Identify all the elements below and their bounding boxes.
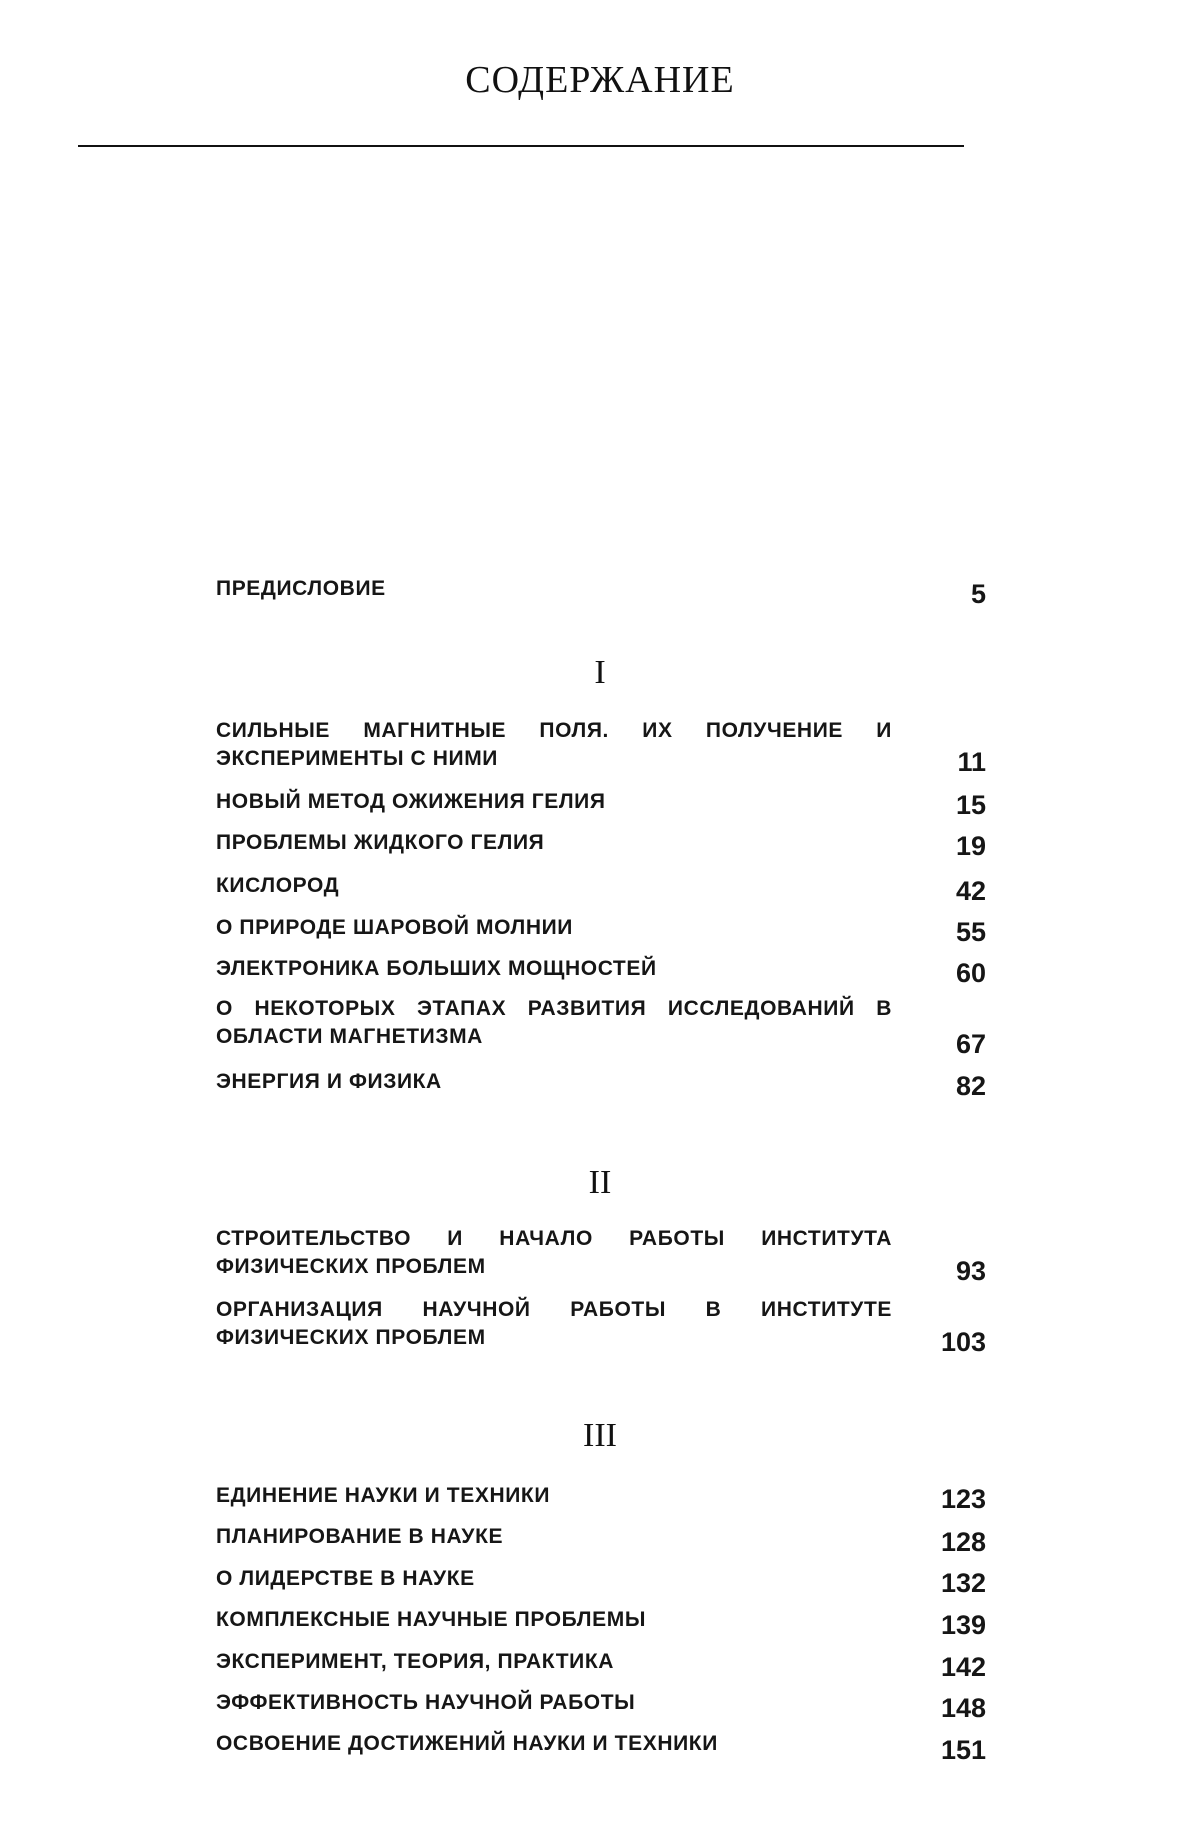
toc-entry-page: 42	[955, 876, 986, 906]
page-title: СОДЕРЖАНИЕ	[465, 59, 735, 101]
toc-entry-page: 103	[940, 1327, 986, 1357]
toc-entry-title: ПРОБЛЕМЫ ЖИДКОГО ГЕЛИЯ	[216, 831, 545, 854]
title-divider	[78, 145, 964, 147]
toc-entry-title: НОВЫЙ МЕТОД ОЖИЖЕНИЯ ГЕЛИЯ	[216, 790, 606, 813]
toc-entry-title: СТРОИТЕЛЬСТВО И НАЧАЛО РАБОТЫ ИНСТИТУТА ФИЗИЧЕСКИХ ПРОБЛЕМ	[216, 1227, 892, 1278]
toc-entry-title: О НЕКОТОРЫХ ЭТАПАХ РАЗВИТИЯ ИССЛЕДОВАНИЙ В ОБЛАСТИ МАГНЕТИЗМА	[216, 997, 892, 1048]
toc-entry-title: ЭКСПЕРИМЕНТ, ТЕОРИЯ, ПРАКТИКА	[216, 1650, 615, 1673]
toc-entry-page: 67	[955, 1029, 986, 1059]
toc-entry-page: 15	[955, 790, 986, 820]
toc-entry-title: ЭФФЕКТИВНОСТЬ НАУЧНОЙ РАБОТЫ	[216, 1691, 636, 1714]
toc-entry-page: 93	[955, 1256, 986, 1286]
toc-entry-page: 132	[940, 1568, 986, 1598]
toc-entry-title: ПЛАНИРОВАНИЕ В НАУКЕ	[216, 1525, 504, 1548]
toc-entry-page: 123	[940, 1484, 986, 1514]
toc-entry-page: 148	[940, 1693, 986, 1723]
toc-entry-page: 11	[957, 747, 986, 777]
section-numeral-3: III	[583, 1417, 617, 1454]
toc-entry-title: ОСВОЕНИЕ ДОСТИЖЕНИЙ НАУКИ И ТЕХНИКИ	[216, 1732, 718, 1755]
toc-entry-page: 151	[940, 1735, 986, 1765]
toc-entry-page: 128	[940, 1527, 986, 1557]
toc-entry-page: 19	[955, 831, 986, 861]
toc-entry-title: ПРЕДИСЛОВИЕ	[216, 577, 386, 600]
toc-entry-page: 82	[955, 1071, 986, 1101]
toc-entry-title: СИЛЬНЫЕ МАГНИТНЫЕ ПОЛЯ. ИХ ПОЛУЧЕНИЕ И ЭКСПЕРИМЕНТЫ С НИМИ	[216, 719, 892, 770]
toc-entry-page: 142	[940, 1652, 986, 1682]
toc-entry-page: 5	[970, 579, 986, 609]
toc-entry-page: 60	[955, 958, 986, 988]
toc-entry-page: 55	[955, 917, 986, 947]
toc-entry-title: ЭНЕРГИЯ И ФИЗИКА	[216, 1070, 442, 1093]
toc-entry-title: О ПРИРОДЕ ШАРОВОЙ МОЛНИИ	[216, 916, 573, 939]
section-numeral-2: II	[588, 1164, 612, 1201]
toc-entry-title: КИСЛОРОД	[216, 874, 340, 897]
toc-entry-title: О ЛИДЕРСТВЕ В НАУКЕ	[216, 1567, 475, 1590]
toc-entry-title: ЕДИНЕНИЕ НАУКИ И ТЕХНИКИ	[216, 1484, 551, 1507]
toc-entry-title: КОМПЛЕКСНЫЕ НАУЧНЫЕ ПРОБЛЕМЫ	[216, 1608, 646, 1631]
toc-entry-title: ОРГАНИЗАЦИЯ НАУЧНОЙ РАБОТЫ В ИНСТИТУТЕ ФИЗИЧЕСКИХ ПРОБЛЕМ	[216, 1298, 892, 1349]
section-numeral-1: I	[594, 654, 606, 691]
toc-entry-title: ЭЛЕКТРОНИКА БОЛЬШИХ МОЩНОСТЕЙ	[216, 957, 657, 980]
toc-entry-page: 139	[940, 1610, 986, 1640]
